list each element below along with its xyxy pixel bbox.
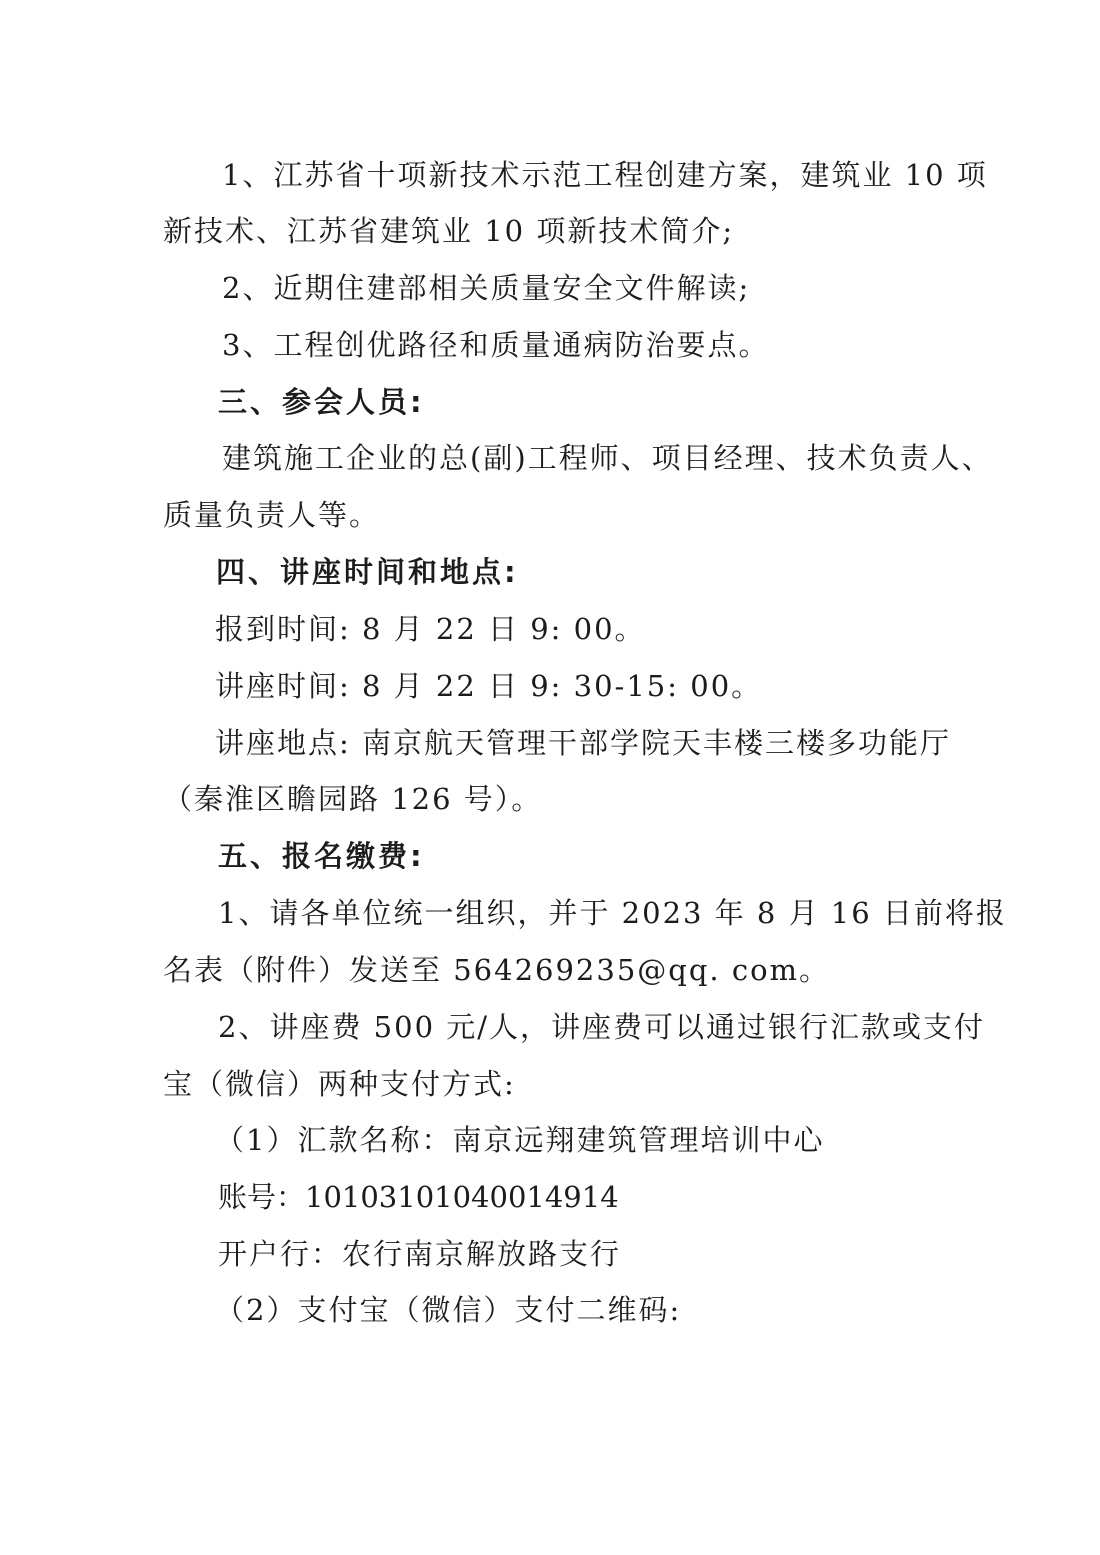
item1-line2: 新技术、江苏省建筑业 10 项新技术简介; [163,214,735,248]
section4-heading: 四、讲座时间和地点: [216,555,519,589]
venue-line1: 讲座地点: 南京航天管理干部学院天丰楼三楼多功能厅 [215,726,951,760]
account-number: 账号：10103101040014914 [218,1180,619,1214]
lecture-time: 讲座时间: 8 月 22 日 9: 30-15: 00。 [215,669,763,703]
section3-heading: 三、参会人员: [218,385,425,419]
item3-text: 3、工程创优路径和质量通病防治要点。 [222,328,770,362]
section3-body-line1: 建筑施工企业的总(副)工程师、项目经理、技术负责人、 [222,441,993,475]
fee-line1: 2、讲座费 500 元/人，讲座费可以通过银行汇款或支付 [218,1010,986,1044]
qr-code-label: （2）支付宝（微信）支付二维码: [215,1293,682,1327]
section3-body-line2: 质量负责人等。 [163,498,381,532]
section5-heading: 五、报名缴费: [218,839,425,873]
fee-line2: 宝（微信）两种支付方式: [163,1067,516,1101]
item2-text: 2、近期住建部相关质量安全文件解读; [222,271,751,305]
registration-line2: 名表（附件）发送至 564269235@qq. com。 [163,953,831,987]
venue-line2: （秦淮区瞻园路 126 号）。 [163,782,543,816]
item1-line1: 1、江苏省十项新技术示范工程创建方案，建筑业 10 项 [222,158,988,192]
remittance-name: （1）汇款名称：南京远翔建筑管理培训中心 [215,1123,825,1157]
registration-line1: 1、请各单位统一组织，并于 2023 年 8 月 16 日前将报 [218,896,1007,930]
bank-branch: 开户行：农行南京解放路支行 [218,1237,622,1271]
checkin-time: 报到时间: 8 月 22 日 9: 00。 [215,612,646,646]
